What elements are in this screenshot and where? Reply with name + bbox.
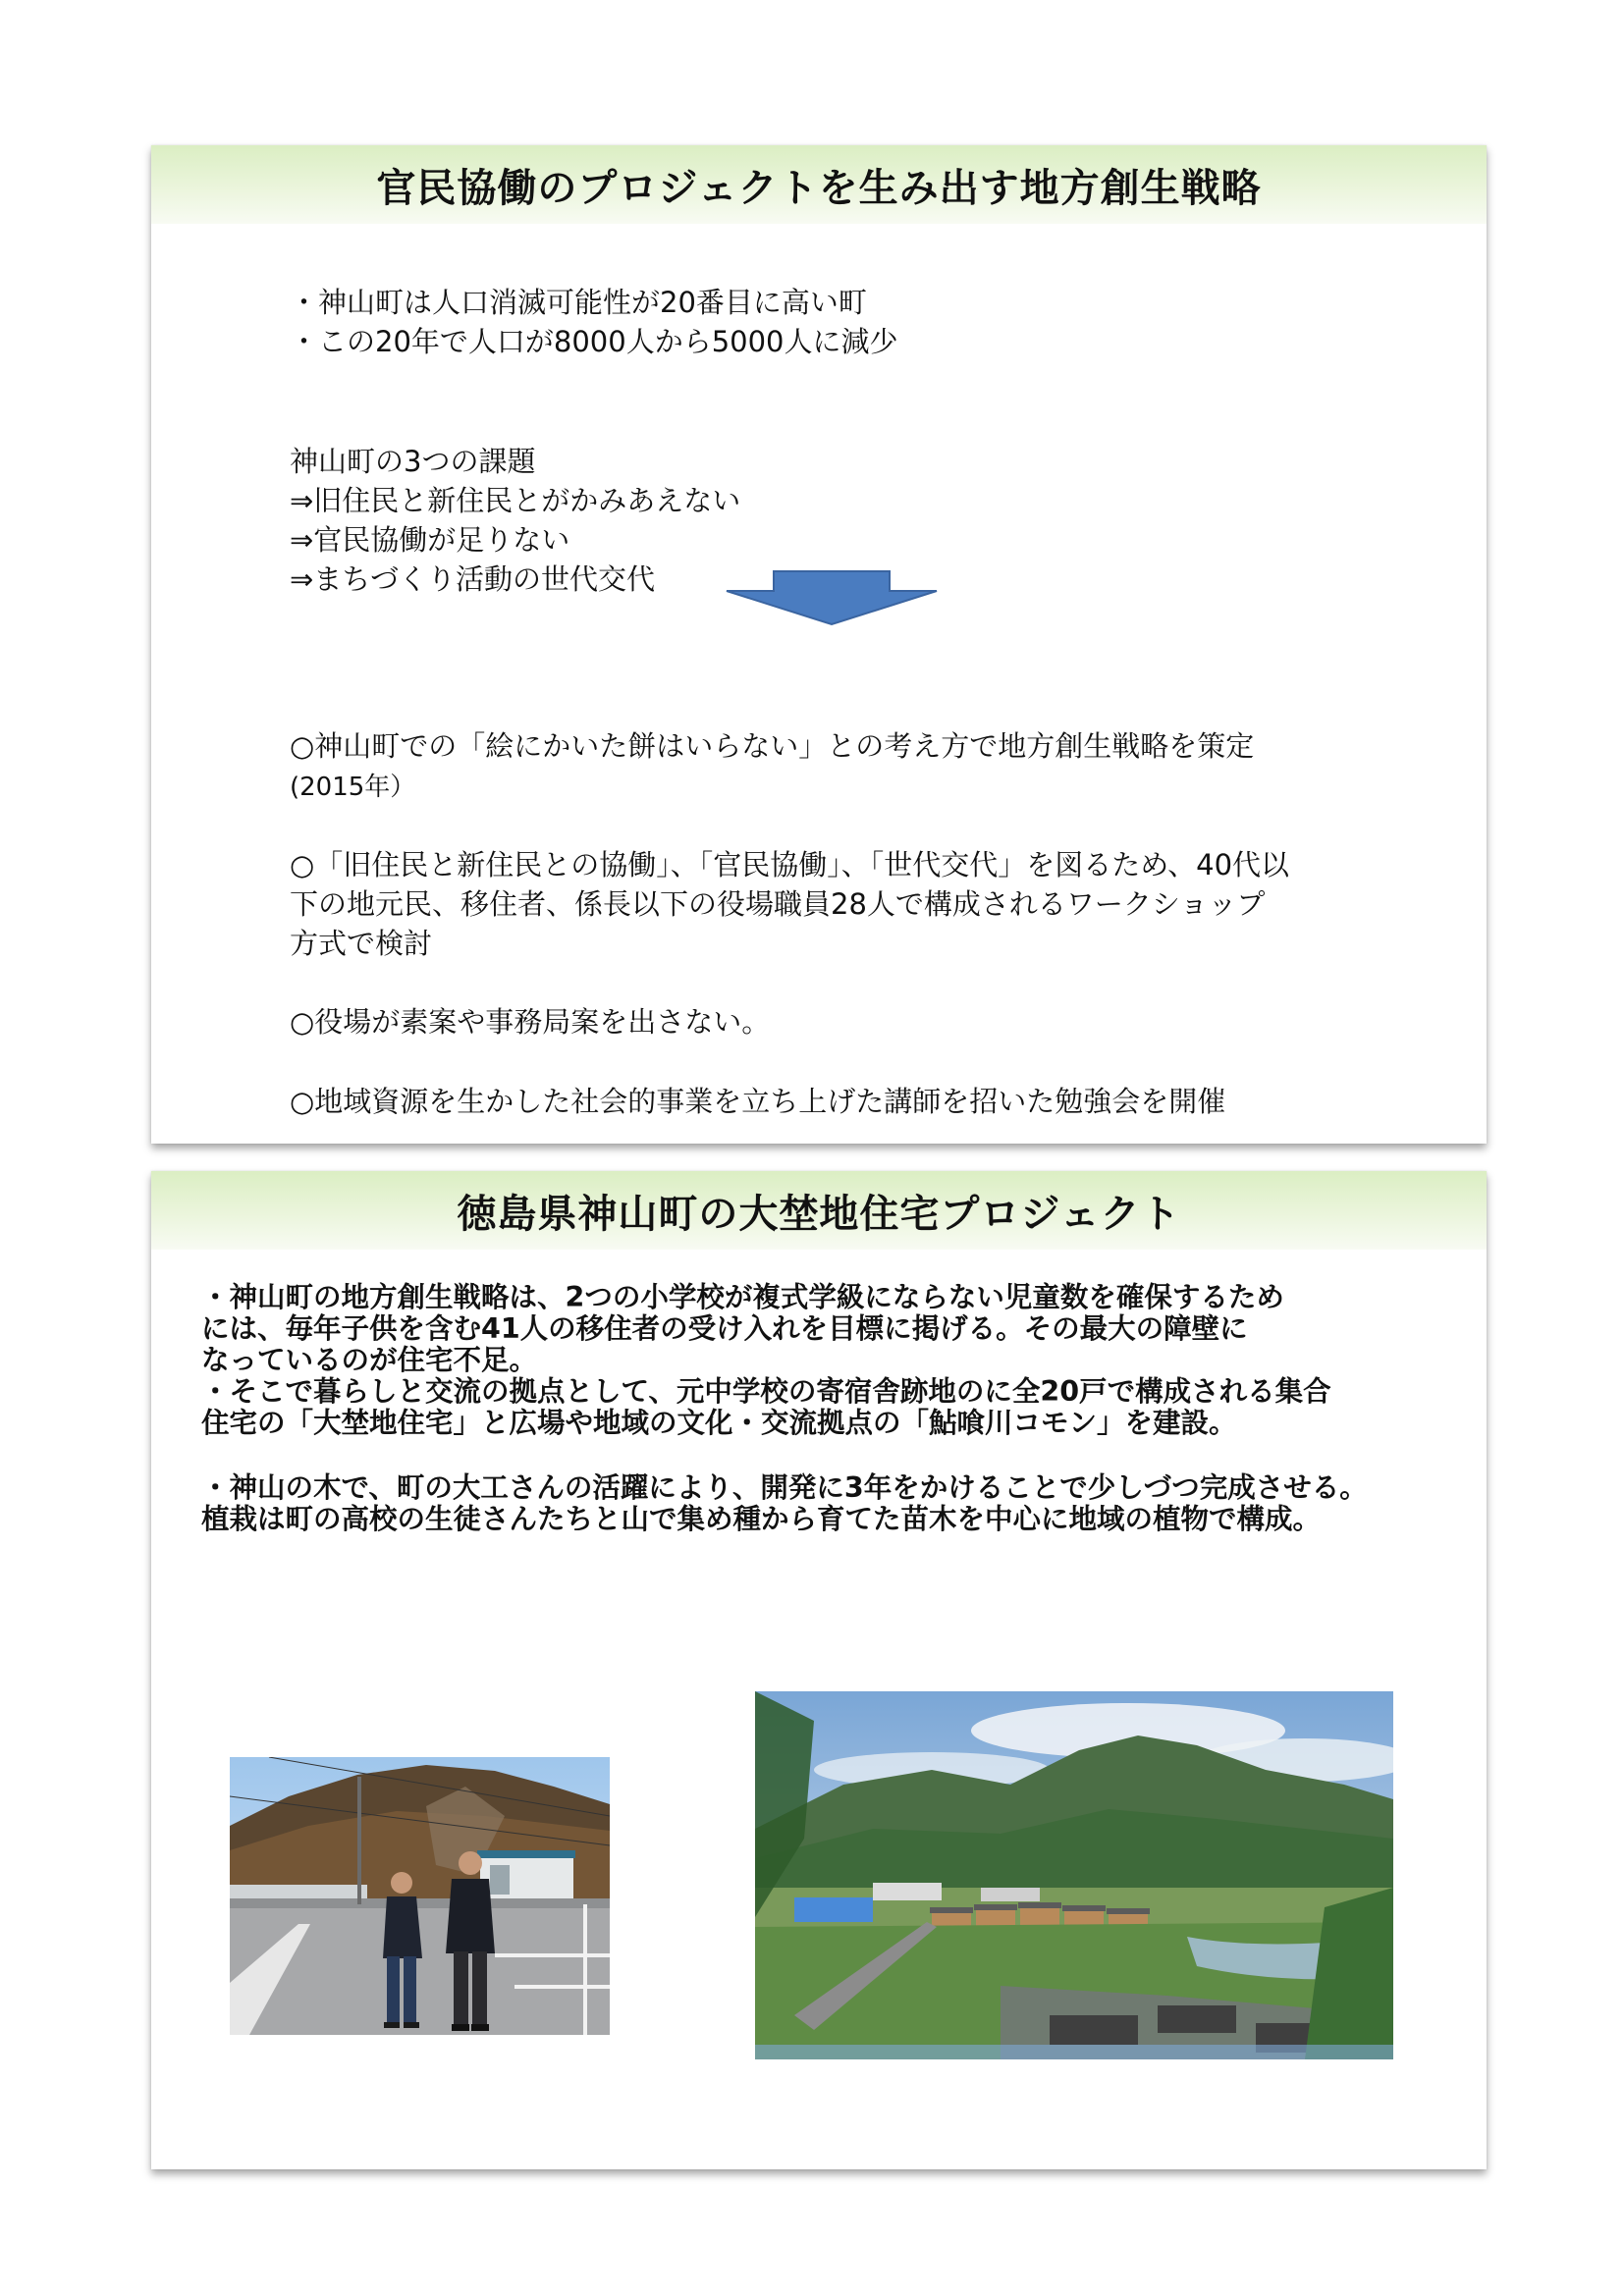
title-band bbox=[151, 145, 1487, 224]
bullet-line: ・神山町は人口消滅可能性が20番目に高い町 bbox=[290, 286, 867, 319]
title-band bbox=[151, 1171, 1487, 1250]
issue-item: ⇒官民協働が足りない bbox=[290, 523, 570, 557]
point-line: 下の地元民、移住者、係長以下の役場職員28人で構成されるワークショップ bbox=[290, 887, 1266, 921]
point-line: 方式で検討 bbox=[290, 927, 433, 960]
point-line: ○役場が素案や事務局案を出さない。 bbox=[290, 1005, 771, 1039]
slide-title: 徳島県神山町の大埜地住宅プロジェクト bbox=[457, 1191, 1181, 1237]
bullet-line: ・この20年で人口が8000人から5000人に減少 bbox=[290, 325, 898, 358]
point-line: ○神山町での「絵にかいた餅はいらない」との考え方で地方創生戦略を策定 bbox=[290, 729, 1255, 763]
issue-item: ⇒まちづくり活動の世代交代 bbox=[290, 562, 656, 596]
valley-housing-photo bbox=[755, 1691, 1393, 2059]
point-line: (2015年） bbox=[290, 773, 416, 802]
slide-regional-strategy bbox=[151, 145, 1487, 1144]
body-line: ・神山町の地方創生戦略は、2つの小学校が複式学級にならない児童数を確保するため bbox=[201, 1281, 1284, 1313]
issues-heading: 神山町の3つの課題 bbox=[290, 445, 536, 478]
point-line: ○「旧住民と新住民との協働」、「官民協働」、「世代交代」を図るため、40代以 bbox=[290, 848, 1290, 881]
point-line: ○地域資源を生かした社会的事業を立ち上げた講師を招いた勉強会を開催 bbox=[290, 1085, 1226, 1118]
body-line: なっているのが住宅不足。 bbox=[201, 1344, 538, 1376]
street-photo bbox=[230, 1757, 610, 2035]
body-line: 住宅の「大埜地住宅」と広場や地域の文化・交流拠点の「鮎喰川コモン」を建設。 bbox=[201, 1407, 1237, 1439]
body-line: には、毎年子供を含む41人の移住者の受け入れを目標に掲げる。その最大の障壁に bbox=[201, 1312, 1248, 1345]
body-line: ・神山の木で、町の大工さんの活躍により、開発に3年をかけることで少しづつ完成させる。 bbox=[201, 1471, 1368, 1504]
issue-item: ⇒旧住民と新住民とがかみあえない bbox=[290, 484, 741, 517]
slide-title: 官民協働のプロジェクトを生み出す地方創生戦略 bbox=[376, 165, 1262, 211]
slide-housing-project bbox=[151, 1171, 1487, 2169]
body-line: 植栽は町の高校の生徒さんたちと山で集め種から育てた苗木を中心に地域の植物で構成。 bbox=[201, 1503, 1322, 1535]
down-arrow-icon bbox=[723, 569, 941, 626]
body-line: ・そこで暮らしと交流の拠点として、元中学校の寄宿舎跡地のに全20戸で構成される集合 bbox=[201, 1375, 1331, 1408]
